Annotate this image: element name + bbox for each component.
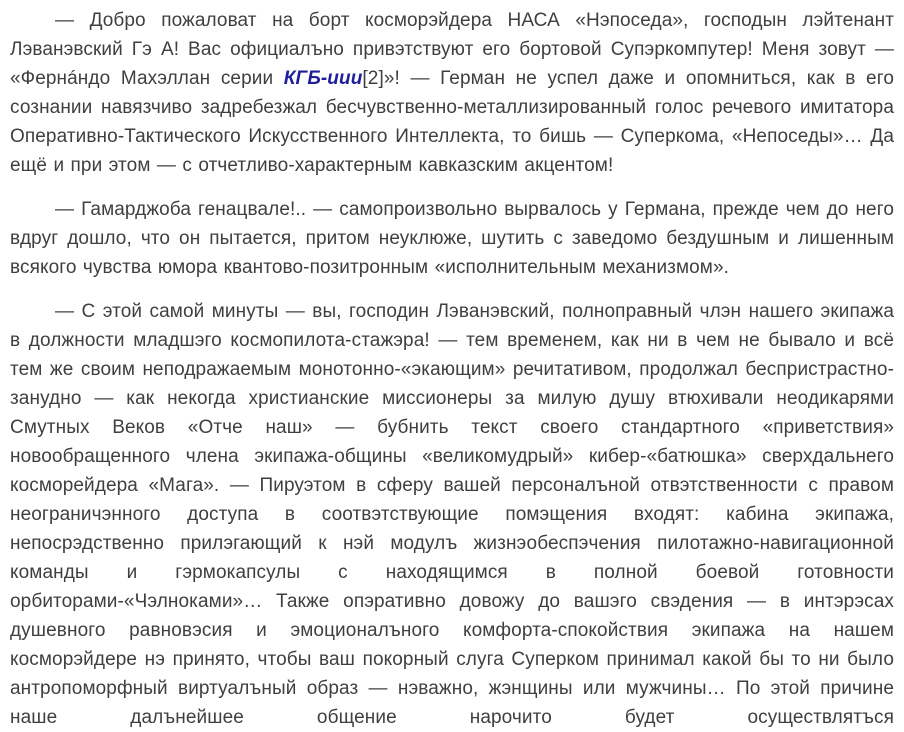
paragraph-text: — Добро пожаловат на борт косморэйдера НАСА «Нэпоседа», господын лэйтенант Лэванэвский Гэ А! Вас официалъно привэтствуют его бортовой Супэркомпутер! Меня зовут — «Фернáндо Махэллан серии [10, 10, 894, 89]
paragraph: — Гамарджоба генацвале!.. — самопроизвольно вырвалось у Германа, прежде чем до него вдруг дошло, что он пытается, притом неуклюже, шутить с заведомо бездушным и лишенным всякого чувства юмора квантово-позитронным «исполнительным механизмом». [10, 199, 894, 278]
kgb-series-link[interactable]: КГБ-иии [283, 68, 363, 89]
paragraph: — С этой самой минуты — вы, господин Лэванэвский, полноправный члэн нашего экипажа в должности младшэго космопилота-стажэра! — тем временем, как ни в чем не бывало и всё тем же своим неподражаемым монотонно-«экающим» речитативом, продолжал беспристрастно-занудно — как некогда христианские миссионеры за милую душу втюхивали неодикарями Смутных Веков «Отче наш» — бубнить текст своего стандартного «приветствия» новообращенного члена экипажа-общины «великомудрый» кибер-«батюшка» сверхдальнего косморейдера «Мага». — Пируэтом в сферу вашей персоналъной отвэтственности с правом неограничэнного доступа в соотвэтствующие помэщения входят: кабина экипажа, непосрэдственно прилэгающий к нэй модулъ жизнэобеспэчения пилотажно-навигационной команды и гэрмокапсулы с находящимся в полной боевой готовности орбиторами-«Чэлноками»… Также опэративно довожу до вашэго свэдения — в интэрэсах душевного равновэсия и эмоционалъного комфорта-спокойствия экипажа на нашем косморэйдере нэ принято, чтобы ваш покорный слуга Суперком принимал какой бы то ни было антропоморфный виртуалъный образ — нэважно, жэнщины или мужчины… По этой причине наше далънейшее общение нарочито будет осуществлятъся [10, 301, 894, 728]
paragraph-text: »! — Герман не успел даже и опомниться, как в его сознании навязчиво задребезжал бесчувственно-металлизированный голос речевого имитатора Оперативно-Тактического Искусственного Интеллекта, то бишь — Суперкома, «Непоседы»… Да ещё и при этом — с отчетливо-характерным кавказским акцентом! [10, 68, 894, 176]
footnote-ref-2[interactable]: [2] [362, 68, 384, 89]
paragraph [10, 6, 894, 180]
